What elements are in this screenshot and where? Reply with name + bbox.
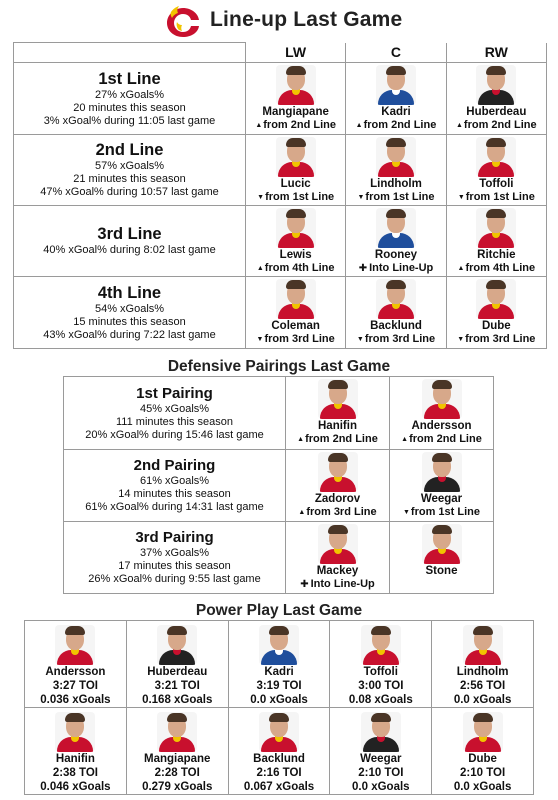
group-stat: 111 minutes this season: [116, 415, 233, 428]
player-photo: [276, 208, 316, 248]
line-row: [14, 63, 547, 135]
time-on-ice: 2:10 TOI: [358, 767, 404, 779]
player-photo: [276, 137, 316, 177]
player-photo: [476, 65, 516, 105]
player-cell: [286, 522, 390, 594]
player-photo: [55, 625, 95, 665]
group-stat: 57% xGoals%: [94, 160, 165, 172]
player-cell: [246, 63, 346, 135]
player-movement-note: ✚ Into Line-Up: [286, 578, 389, 591]
powerplay-player-cell: [432, 708, 534, 795]
line-row: [14, 277, 547, 349]
player-photo: [376, 208, 416, 248]
group-stat: 61% xGoal% during 14:31 last game: [85, 501, 264, 513]
player-movement-note: ▼ from 1st Line: [346, 191, 445, 205]
player-name: Kadri: [381, 106, 411, 118]
powerplay-player-cell: [330, 621, 432, 708]
player-cell: [446, 135, 546, 206]
powerplay-player-cell: [432, 621, 534, 708]
player-name: Mangiapane: [262, 106, 329, 118]
player-cell: [246, 277, 346, 349]
expected-goals: 0.0 xGoals: [352, 781, 410, 793]
powerplay-player-cell: [126, 621, 228, 708]
player-name: Mackey: [316, 565, 359, 577]
player-photo: [422, 452, 462, 492]
defense-section-title: Defensive Pairings Last Game: [167, 358, 391, 375]
powerplay-row: [25, 621, 534, 708]
group-stat: 20 minutes this season: [73, 101, 186, 114]
time-on-ice: 3:21 TOI: [154, 680, 200, 692]
player-name: Hanifin: [55, 753, 95, 765]
powerplay-player-cell: [228, 621, 330, 708]
player-cell: [346, 135, 446, 206]
group-stat: 3% xGoal% during 11:05 last game: [43, 114, 216, 127]
pairing-row: [64, 522, 494, 594]
player-photo: [157, 625, 197, 665]
player-name: Stone: [425, 565, 458, 577]
player-name: Huberdeau: [147, 666, 208, 678]
player-cell: [246, 206, 346, 277]
group-name: 2nd Line: [95, 141, 164, 159]
group-info: [14, 135, 246, 206]
time-on-ice: 3:00 TOI: [358, 680, 404, 692]
group-info: [14, 277, 246, 349]
column-header-rw: RW: [446, 43, 546, 63]
player-cell: [390, 522, 494, 594]
player-photo: [276, 65, 316, 105]
player-name: Toffoli: [363, 666, 398, 678]
group-name: 3rd Line: [97, 225, 162, 243]
line-row: [14, 135, 547, 206]
player-movement-note: ▼ from 3rd Line: [346, 333, 445, 347]
powerplay-player-cell: [25, 621, 127, 708]
group-stat: 17 minutes this season: [118, 560, 231, 572]
time-on-ice: 2:38 TOI: [52, 767, 98, 779]
player-name: Lindholm: [370, 178, 422, 190]
player-movement-note: ▲ from 2nd Line: [447, 119, 546, 133]
player-movement-note: ▲ from 3rd Line: [286, 506, 389, 520]
group-name: 1st Line: [98, 69, 161, 88]
group-stat: 14 minutes this season: [118, 488, 231, 500]
player-cell: [346, 206, 446, 277]
group-stat: 27% xGoals%: [94, 88, 165, 101]
player-name: Ritchie: [477, 249, 516, 261]
player-photo: [157, 712, 197, 752]
group-stat: 45% xGoals%: [139, 402, 210, 415]
expected-goals: 0.0 xGoals: [250, 694, 308, 706]
powerplay-table: [24, 620, 534, 795]
player-photo: [318, 524, 358, 564]
player-photo: [276, 279, 316, 319]
group-stat: 61% xGoals%: [139, 475, 210, 487]
player-photo: [376, 65, 416, 105]
group-stat: 26% xGoal% during 9:55 last game: [88, 573, 261, 585]
player-cell: [346, 277, 446, 349]
player-movement-note: ✚ Into Line-Up: [346, 262, 445, 275]
player-name: Backlund: [370, 320, 422, 332]
player-cell: [286, 450, 390, 522]
expected-goals: 0.067 xGoals: [243, 781, 315, 793]
player-cell: [246, 135, 346, 206]
player-movement-note: ▼ from 1st Line: [390, 506, 493, 520]
expected-goals: 0.279 xGoals: [142, 781, 213, 793]
player-photo: [463, 625, 503, 665]
pairing-row: [64, 377, 494, 450]
player-name: Backlund: [253, 753, 305, 765]
expected-goals: 0.046 xGoals: [40, 781, 111, 793]
player-movement-note: ▲ from 2nd Line: [286, 433, 389, 447]
group-name: 4th Line: [97, 283, 162, 302]
player-movement-note: ▲ from 2nd Line: [390, 433, 493, 447]
player-photo: [422, 379, 462, 419]
player-cell: [286, 377, 390, 450]
player-name: Dube: [468, 753, 497, 765]
player-photo: [376, 137, 416, 177]
group-stat: 54% xGoals%: [94, 302, 165, 315]
player-movement-note: ▲ from 4th Line: [447, 262, 546, 276]
player-cell: [446, 63, 546, 135]
player-cell: [390, 450, 494, 522]
time-on-ice: 2:56 TOI: [460, 680, 506, 692]
player-photo: [318, 452, 358, 492]
column-header-c: C: [346, 43, 446, 63]
player-movement-note: ▼ from 1st Line: [246, 191, 345, 205]
player-movement-note: ▲ from 4th Line: [246, 262, 345, 276]
player-name: Hanifin: [318, 420, 357, 432]
group-stat: 47% xGoal% during 10:57 last game: [40, 186, 219, 198]
group-info: [64, 377, 286, 450]
player-photo: [318, 379, 358, 419]
player-cell: [346, 63, 446, 135]
group-stat: 15 minutes this season: [73, 315, 186, 328]
group-info: [14, 206, 246, 277]
player-name: Lindholm: [456, 666, 509, 678]
player-photo: [259, 625, 299, 665]
time-on-ice: 2:10 TOI: [460, 767, 506, 779]
player-cell: [390, 377, 494, 450]
line-row: [14, 206, 547, 277]
time-on-ice: 2:28 TOI: [154, 767, 200, 779]
player-name: Toffoli: [479, 178, 514, 190]
group-stat: 20% xGoal% during 15:46 last game: [85, 428, 264, 441]
player-cell: [446, 206, 546, 277]
group-stat: 37% xGoals%: [139, 547, 210, 559]
powerplay-player-cell: [330, 708, 432, 795]
group-info: [64, 522, 286, 594]
group-stat: 43% xGoal% during 7:22 last game: [43, 328, 216, 341]
player-photo: [476, 279, 516, 319]
expected-goals: 0.08 xGoals: [348, 694, 413, 706]
player-name: Andersson: [411, 420, 472, 432]
player-name: Lucic: [280, 178, 311, 190]
player-name: Coleman: [271, 320, 320, 332]
player-photo: [476, 208, 516, 248]
group-info: [14, 63, 246, 135]
player-photo: [361, 712, 401, 752]
expected-goals: 0.036 xGoals: [40, 694, 111, 706]
player-movement-note: ▲ from 2nd Line: [246, 119, 345, 133]
player-photo: [463, 712, 503, 752]
time-on-ice: 3:27 TOI: [52, 680, 98, 692]
flaming-c-logo: [165, 6, 201, 38]
pairing-row: [64, 450, 494, 522]
expected-goals: 0.0 xGoals: [453, 781, 512, 793]
player-name: Zadorov: [314, 493, 361, 505]
player-name: Weegar: [420, 493, 463, 505]
group-name: 1st Pairing: [136, 384, 213, 402]
time-on-ice: 3:19 TOI: [256, 680, 302, 692]
player-photo: [422, 524, 462, 564]
group-name: 2nd Pairing: [133, 457, 216, 474]
player-photo: [376, 279, 416, 319]
player-cell: [446, 277, 546, 349]
player-name: Lewis: [279, 249, 312, 261]
player-movement-note: ▲ from 2nd Line: [346, 119, 445, 133]
player-name: Weegar: [360, 753, 402, 765]
powerplay-player-cell: [228, 708, 330, 795]
powerplay-player-cell: [126, 708, 228, 795]
player-photo: [361, 625, 401, 665]
lineup-table: [13, 42, 547, 349]
player-name: Huberdeau: [466, 106, 527, 118]
player-photo: [259, 712, 299, 752]
column-header-lw: LW: [246, 43, 346, 63]
player-photo: [476, 137, 516, 177]
group-stat: 21 minutes this season: [73, 173, 186, 185]
player-name: Rooney: [374, 249, 418, 261]
group-info: [64, 450, 286, 522]
group-stat: 40% xGoal% during 8:02 last game: [43, 244, 216, 256]
powerplay-section-title: Power Play Last Game: [195, 602, 363, 619]
page-title: Line-up Last Game: [210, 8, 403, 31]
player-name: Dube: [481, 320, 511, 332]
player-name: Mangiapane: [144, 753, 211, 765]
player-name: Andersson: [45, 666, 106, 678]
player-movement-note: ▼ from 3rd Line: [246, 333, 345, 347]
group-name: 3rd Pairing: [135, 529, 214, 546]
expected-goals: 0.0 xGoals: [453, 694, 512, 706]
powerplay-row: [25, 708, 534, 795]
player-movement-note: ▼ from 3rd Line: [447, 333, 546, 347]
powerplay-player-cell: [25, 708, 127, 795]
player-photo: [55, 712, 95, 752]
player-movement-note: ▼ from 1st Line: [447, 191, 546, 205]
player-name: Kadri: [264, 666, 294, 678]
expected-goals: 0.168 xGoals: [142, 694, 213, 706]
time-on-ice: 2:16 TOI: [256, 767, 302, 779]
defense-table: [63, 376, 494, 594]
